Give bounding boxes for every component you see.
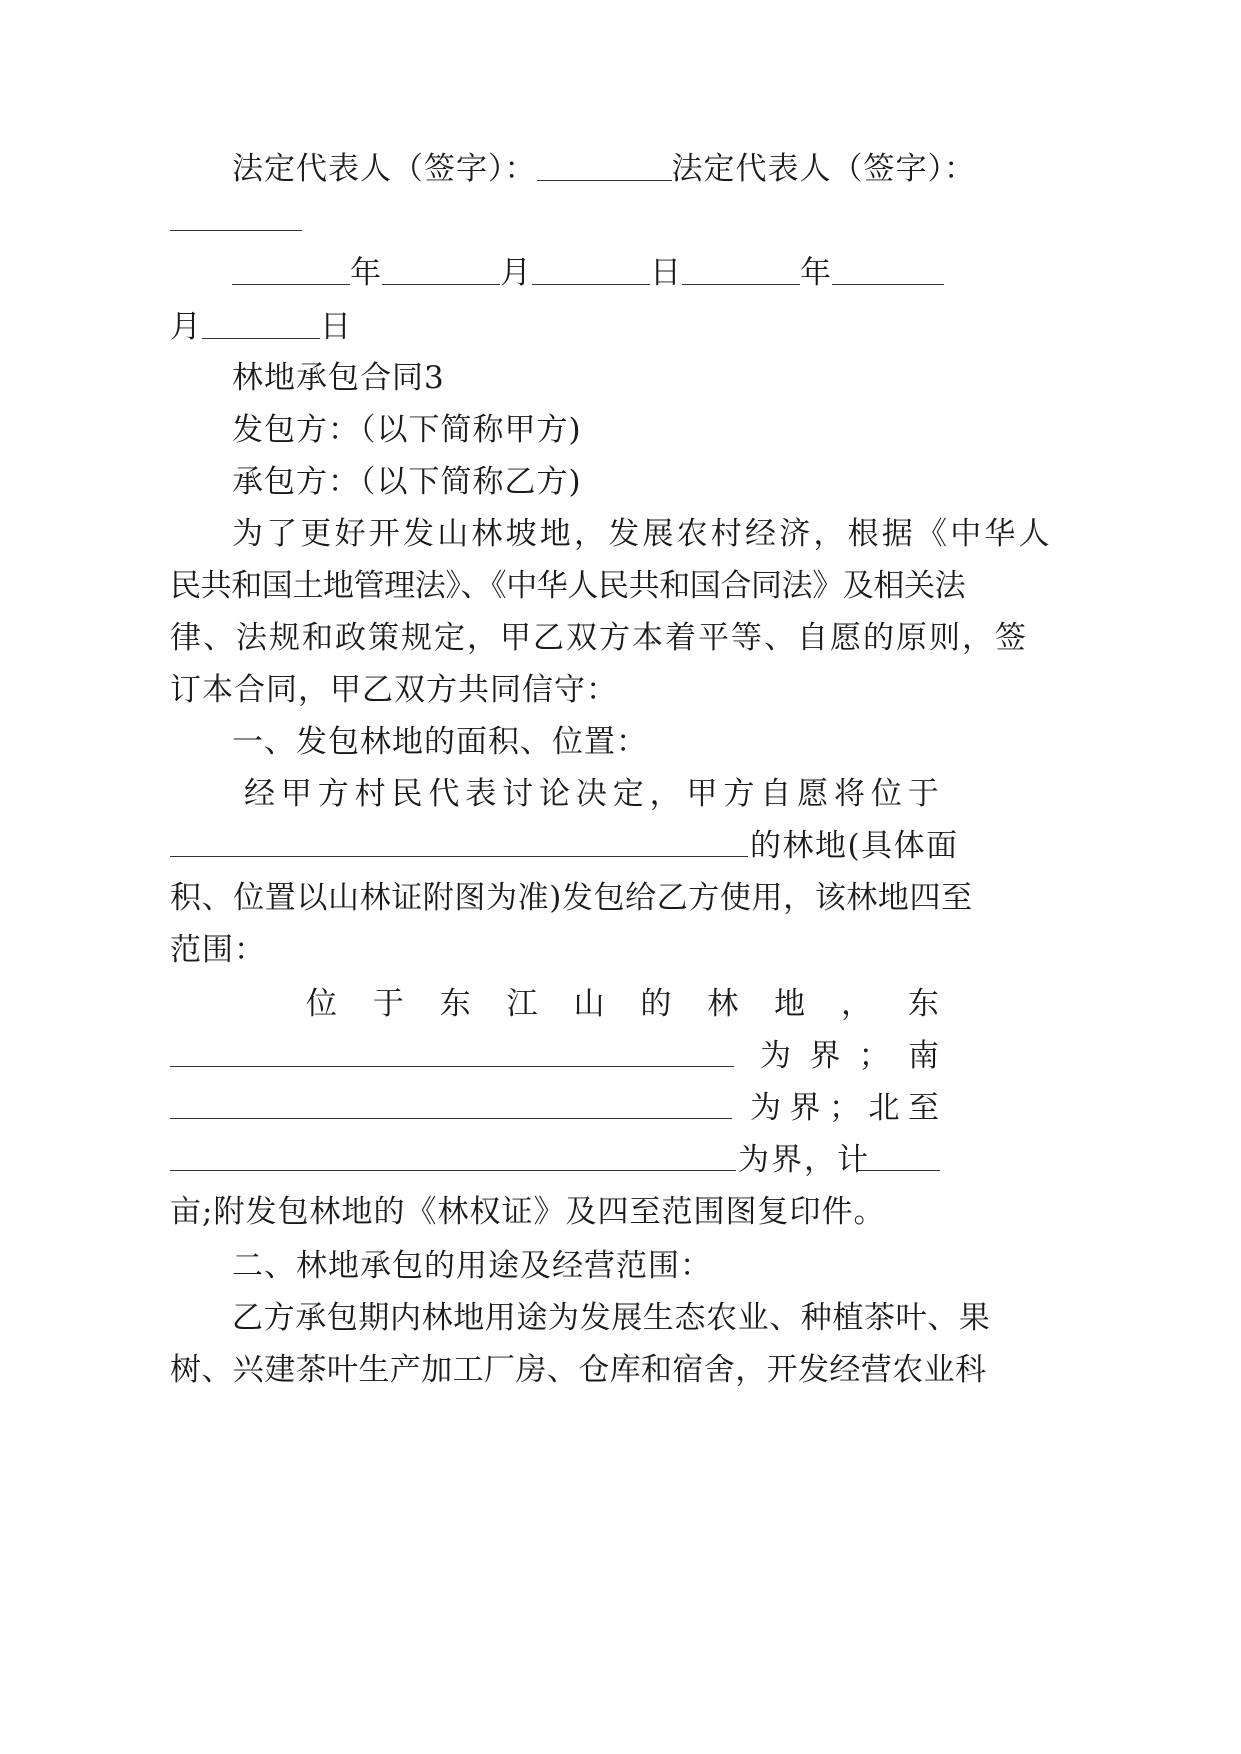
day-label-a: 日 — [650, 255, 682, 291]
char: 定 — [612, 776, 645, 812]
year-blank-b — [682, 254, 800, 285]
char: 自 — [760, 776, 793, 812]
date-line — [232, 252, 944, 293]
char: 位 — [306, 986, 338, 1022]
day-label-b: 日 — [320, 309, 352, 345]
char: ， — [841, 986, 873, 1022]
char: ； — [858, 1038, 891, 1074]
clause-1-line-4: 范围： — [170, 932, 266, 968]
party-a-line: 发包方：（以下简称甲方) — [232, 412, 582, 448]
char: 表 — [465, 776, 498, 812]
signature-blank-b — [170, 198, 302, 231]
month-label-b: 月 — [170, 309, 202, 345]
char: 地 — [774, 986, 807, 1022]
char: 将 — [834, 776, 866, 812]
signature-line — [232, 148, 976, 189]
char: 论 — [539, 776, 571, 812]
clause-2-line-1: 乙方承包期内林地用途为发展生态农业、种植茶叶、果 — [232, 1300, 991, 1336]
intro-line-4: 订本合同，甲乙双方共同信守： — [170, 672, 618, 708]
location-blank — [170, 826, 748, 857]
day-blank-a — [532, 254, 650, 285]
intro-line-2: 民共和国土地管理法》、《中华人民共和国合同法》及相关法 — [170, 568, 966, 604]
month-blank-a — [382, 254, 500, 285]
char: 江 — [506, 986, 539, 1022]
char: 方 — [317, 776, 350, 812]
char: 愿 — [797, 776, 830, 812]
section-title: 林地承包合同3 — [232, 360, 445, 396]
char: 甲 — [686, 776, 719, 812]
east-boundary-blank — [170, 1034, 734, 1067]
south-boundary-blank — [170, 1086, 732, 1119]
char: 决 — [575, 776, 608, 812]
intro-line-1: 为了更好开发山林坡地，发展农村经济，根据《中华人 — [232, 516, 1053, 552]
char: 东 — [439, 986, 472, 1022]
char: 讨 — [502, 776, 535, 812]
area-blank — [858, 1138, 940, 1171]
char: 代 — [428, 776, 461, 812]
boundary-line-5: 亩;附发包林地的《林权证》及四至范围图复印件。 — [170, 1194, 886, 1230]
char: 林 — [707, 986, 740, 1022]
intro-line-3: 律、法规和政策规定，甲乙双方本着平等、自愿的原则，签 — [170, 620, 1028, 656]
clause-1-line-1 — [244, 774, 940, 814]
char: 经 — [244, 776, 276, 812]
month-label-a: 月 — [500, 255, 532, 291]
north-boundary-blank — [170, 1138, 736, 1171]
char: 东 — [907, 986, 940, 1022]
clause-1-title: 一、发包林地的面积、位置： — [232, 724, 648, 760]
day-blank-b — [202, 308, 320, 339]
char: 至 — [908, 1090, 940, 1126]
char: 山 — [573, 986, 606, 1022]
char: 为 — [750, 1090, 782, 1126]
char: 民 — [391, 776, 424, 812]
char: 位 — [870, 776, 903, 812]
year-label-b: 年 — [800, 255, 832, 291]
char: 方 — [723, 776, 756, 812]
char: 村 — [354, 776, 387, 812]
legal-rep-signature-label-b: 法定代表人（签字）： — [671, 151, 976, 187]
boundary-line-3 — [750, 1088, 940, 1128]
char: ， — [649, 776, 682, 812]
date-line-2 — [170, 306, 352, 347]
char: 界 — [809, 1038, 842, 1074]
year-label-a: 年 — [350, 255, 382, 291]
char: 北 — [868, 1090, 901, 1126]
char: 的 — [640, 986, 673, 1022]
char: 为 — [760, 1038, 792, 1074]
party-b-line: 承包方：（以下简称乙方) — [232, 464, 582, 500]
month-blank-b — [832, 254, 944, 285]
char: 南 — [907, 1038, 940, 1074]
char: 于 — [907, 776, 940, 812]
clause-2-title: 二、林地承包的用途及经营范围： — [232, 1248, 712, 1284]
year-blank-a — [232, 254, 350, 285]
char: 甲 — [280, 776, 313, 812]
legal-rep-signature-label-a: 法定代表人（签字）： — [232, 151, 537, 187]
boundary-line-4: 为界，计 — [738, 1142, 870, 1178]
boundary-line-1 — [306, 984, 940, 1024]
char: 界 — [789, 1090, 822, 1126]
clause-2-line-2: 树、兴建茶叶生产加工厂房、仓库和宿舍，开发经营农业科 — [170, 1352, 987, 1388]
clause-1-line-2: 的林地(具体面 — [750, 828, 959, 864]
char: 于 — [372, 986, 405, 1022]
char: ； — [829, 1090, 861, 1126]
boundary-line-2 — [760, 1036, 940, 1076]
signature-blank-a — [537, 150, 672, 181]
clause-1-line-3: 积、位置以山林证附图为准)发包给乙方使用，该林地四至 — [170, 880, 973, 916]
